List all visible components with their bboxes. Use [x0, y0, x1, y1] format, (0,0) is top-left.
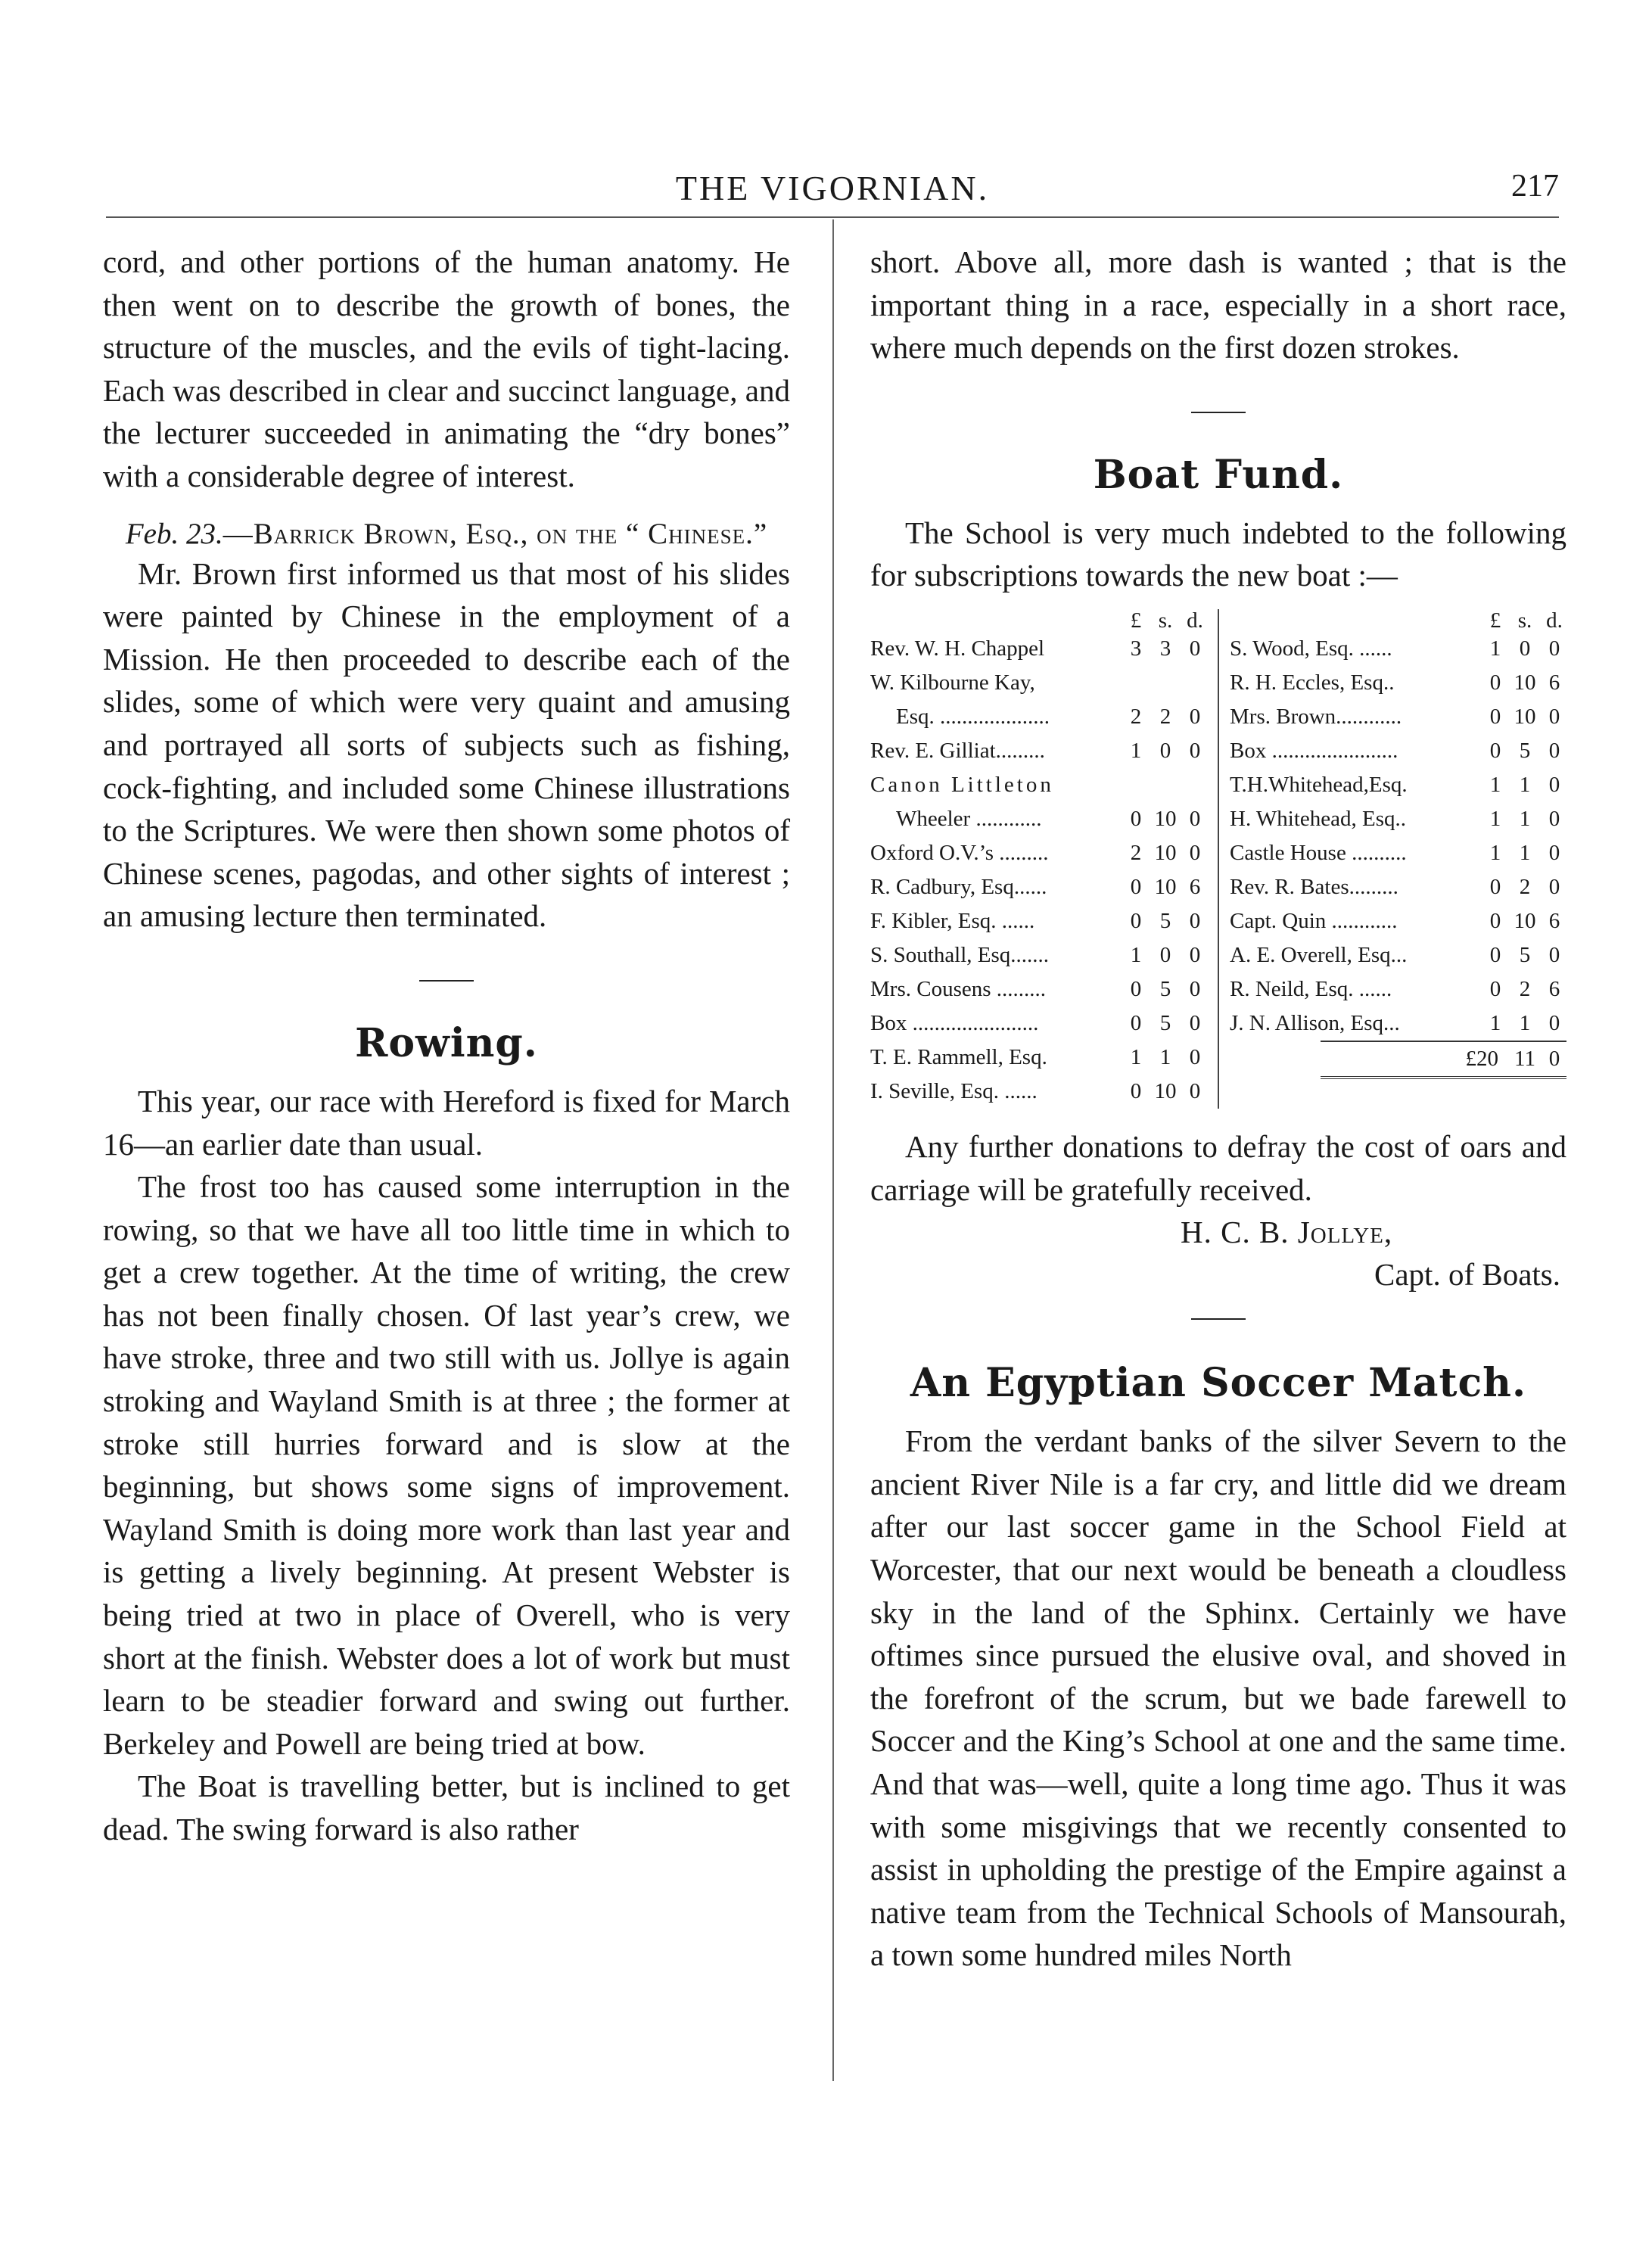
subscription-row: [1230, 632, 1566, 666]
subscription-row: [1230, 1006, 1566, 1041]
subscriber-name: Mrs. Brown............: [1230, 704, 1402, 729]
subscription-row: [870, 700, 1207, 734]
subscription-row: [870, 802, 1207, 836]
subscription-row: [1230, 904, 1566, 938]
total-pounds: £20: [1465, 1046, 1498, 1071]
shillings-value: 3: [1159, 636, 1171, 661]
pence-value: 0: [1548, 1010, 1560, 1035]
subscriber-name: W. Kilbourne Kay,: [870, 670, 1035, 695]
subscription-total: [1321, 1041, 1566, 1079]
shillings-value: 2: [1519, 874, 1531, 899]
pence-value: 0: [1548, 840, 1560, 865]
shillings-header: s.: [1158, 608, 1173, 633]
shillings-value: 2: [1519, 976, 1531, 1001]
shillings-value: 5: [1159, 1010, 1171, 1035]
subscriber-name: Box .......................: [870, 1010, 1039, 1035]
pence-value: 0: [1189, 704, 1201, 729]
pence-value: 0: [1548, 636, 1560, 661]
subscription-row: [1230, 972, 1566, 1006]
subscriber-name: Esq. ....................: [896, 704, 1050, 729]
pence-value: 0: [1189, 1078, 1201, 1103]
pounds-value: 0: [1130, 1010, 1142, 1035]
pence-value: 0: [1548, 704, 1560, 729]
subscriber-name: Rev. R. Bates.........: [1230, 874, 1398, 899]
pence-value: 0: [1548, 874, 1560, 899]
shillings-value: 1: [1519, 840, 1531, 865]
signature-title: Capt. of Boats.: [1374, 1257, 1560, 1293]
pence-value: 0: [1189, 1044, 1201, 1069]
pence-value: 0: [1548, 738, 1560, 763]
pence-value: [1183, 666, 1207, 700]
pounds-header: £: [1489, 608, 1501, 633]
shillings-value: 10: [1154, 874, 1177, 899]
anatomy-lecture-conclusion: cord, and other portions of the human anatomy. He then went on to describe the growth of bones, the structure of the muscles, and the evils of tight-lacing. Each was described in clear and succinct language, and the lecturer succeeded in animating the “dry bones” with a considerable degree of interest.: [103, 244, 790, 493]
pence-value: 0: [1189, 636, 1201, 661]
subscriber-name: A. E. Overell, Esq...: [1230, 942, 1408, 967]
pounds-value: 0: [1130, 1078, 1142, 1103]
subscription-row: [1230, 666, 1566, 700]
subscriber-name: Box .......................: [1230, 738, 1398, 763]
pence-value: 0: [1548, 772, 1560, 797]
subscriber-name: S. Southall, Esq.......: [870, 942, 1050, 967]
shillings-value: 1: [1519, 1010, 1531, 1035]
pounds-value: 0: [1489, 976, 1501, 1001]
pence-value: 0: [1189, 908, 1201, 933]
pounds-value: 1: [1489, 1010, 1501, 1035]
subscriber-name: R. H. Eccles, Esq..: [1230, 670, 1395, 695]
subscription-row: [1230, 802, 1566, 836]
subscriber-name: S. Wood, Esq. ......: [1230, 636, 1392, 661]
pounds-header: £: [1130, 608, 1142, 633]
soccer-heading: An Egyptian Soccer Match.: [910, 1360, 1527, 1407]
subscription-row: [1230, 768, 1566, 802]
pounds-value: 0: [1489, 874, 1501, 899]
pounds-value: 0: [1130, 806, 1142, 831]
subscription-row: [1230, 734, 1566, 768]
shillings-value: 5: [1159, 908, 1171, 933]
rowing-continued: short. Above all, more dash is wanted ; that is the important thing in a race, especially in a short race, where much depends on the first dozen strokes.: [870, 244, 1566, 366]
pounds-value: 1: [1130, 942, 1142, 967]
shillings-value: 10: [1514, 670, 1536, 695]
lecture-caption: [103, 518, 790, 551]
shillings-value: 2: [1159, 704, 1171, 729]
rowing-paragraph-1: This year, our race with Hereford is fixed for March 16—an earlier date than usual.: [103, 1083, 790, 1162]
lecture-date: Feb. 23.: [125, 517, 223, 550]
shillings-value: 10: [1154, 1078, 1177, 1103]
pence-value: 6: [1548, 670, 1560, 695]
subscription-row: [1230, 836, 1566, 870]
shillings-value: [1148, 768, 1183, 802]
shillings-value: 0: [1159, 942, 1171, 967]
pence-value: 0: [1189, 976, 1201, 1001]
subscription-row: [870, 870, 1207, 904]
column-divider: [832, 219, 834, 2081]
boat-fund-heading: Boat Fund.: [1093, 451, 1344, 498]
pounds-value: 0: [1489, 704, 1501, 729]
shillings-value: 10: [1154, 840, 1177, 865]
pence-value: 0: [1548, 806, 1560, 831]
page-number: 217: [1511, 169, 1559, 204]
pence-value: 0: [1189, 806, 1201, 831]
pence-value: 6: [1548, 976, 1560, 1001]
subscription-row: [870, 632, 1207, 666]
subscription-row: [870, 1006, 1207, 1041]
pounds-value: 1: [1489, 636, 1501, 661]
total-shillings: 11: [1514, 1046, 1535, 1071]
pence-value: 0: [1189, 942, 1201, 967]
pounds-value: 0: [1130, 908, 1142, 933]
right-column: [870, 241, 1566, 1977]
subscriber-name: Castle House ..........: [1230, 840, 1407, 865]
pence-header: d.: [1187, 608, 1203, 633]
shillings-value: 5: [1159, 976, 1171, 1001]
shillings-value: 1: [1519, 806, 1531, 831]
pounds-value: 1: [1489, 806, 1501, 831]
rowing-heading: Rowing.: [355, 1019, 538, 1066]
shillings-value: 10: [1514, 704, 1536, 729]
pounds-value: 1: [1489, 772, 1501, 797]
subscriber-name: I. Seville, Esq. ......: [870, 1078, 1038, 1103]
signature-name: H. C. B. Jollye,: [1181, 1215, 1393, 1250]
pounds-value: 0: [1489, 942, 1501, 967]
boat-fund-intro: The School is very much indebted to the following for subscriptions towards the new boat :—: [870, 515, 1566, 593]
subscription-row: [1230, 870, 1566, 904]
shillings-value: 5: [1519, 942, 1531, 967]
subscriber-name: R. Cadbury, Esq......: [870, 874, 1047, 899]
pounds-value: 2: [1130, 704, 1142, 729]
pounds-value: 0: [1489, 670, 1501, 695]
subscription-list-left: [870, 609, 1219, 1109]
pence-value: 0: [1189, 1010, 1201, 1035]
shillings-value: 0: [1159, 738, 1171, 763]
subscription-table: [870, 609, 1566, 1109]
subscriber-name: R. Neild, Esq. ......: [1230, 976, 1392, 1001]
section-separator: [419, 980, 474, 982]
shillings-value: 5: [1519, 738, 1531, 763]
subscription-row: [870, 972, 1207, 1006]
subscriber-name: T.H.Whitehead,Esq.: [1230, 772, 1408, 797]
subscription-row: [870, 1041, 1207, 1075]
section-separator: [1191, 412, 1246, 413]
pounds-value: 0: [1489, 738, 1501, 763]
subscriber-name: Capt. Quin ............: [1230, 908, 1398, 933]
shillings-value: 10: [1154, 806, 1177, 831]
subscription-list-right: [1219, 609, 1566, 1109]
shillings-value: [1148, 666, 1183, 700]
pounds-value: 0: [1130, 976, 1142, 1001]
left-column: [103, 241, 790, 1851]
subscription-row: [870, 904, 1207, 938]
pence-header: d.: [1546, 608, 1563, 633]
pence-value: [1183, 768, 1207, 802]
shillings-value: 10: [1514, 908, 1536, 933]
header-rule: [106, 216, 1559, 218]
subscriber-name: F. Kibler, Esq. ......: [870, 908, 1035, 933]
total-pence: 0: [1548, 1046, 1560, 1071]
shillings-value: 1: [1159, 1044, 1171, 1069]
subscriber-name: J. N. Allison, Esq...: [1230, 1010, 1400, 1035]
chinese-lecture-paragraph: Mr. Brown first informed us that most of his slides were painted by Chinese in the employment of a Mission. He then proceeded to describe each of the slides, some of which were very quaint and amusing and portrayed all sorts of subjects such as fishing, cock-fighting, and included some Chinese illustrations to the Scriptures. We were then shown some photos of Chinese scenes, pagodas, and other sights of interest ; an amusing lecture then terminated.: [103, 555, 790, 934]
shillings-header: s.: [1517, 608, 1532, 633]
pence-value: 0: [1548, 942, 1560, 967]
subscription-row: [870, 938, 1207, 972]
section-separator: [1191, 1318, 1246, 1320]
pounds-value: 0: [1489, 908, 1501, 933]
pence-value: 6: [1548, 908, 1560, 933]
subscriber-name: T. E. Rammell, Esq.: [870, 1044, 1047, 1069]
soccer-paragraph: From the verdant banks of the silver Severn to the ancient River Nile is a far cry, and little did we dream after our last soccer game in the School Field at Worcester, that our next would be beneath a cloudless sky in the land of the Sphinx. Certainly we have oftimes since pursued the elusive oval, and shoved in the forefront of the scrum, but we bade farewell to Soccer and the King’s School at one and the same time. And that was—well, quite a long time ago. Thus it was with some misgivings that we recently consented to assist in upholding the prestige of the Empire against a native team from the Technical Schools of Mansourah, a town some hundred miles North: [870, 1423, 1566, 1973]
subscription-row: [1230, 938, 1566, 972]
pounds-value: 3: [1130, 636, 1142, 661]
subscription-row: [1230, 700, 1566, 734]
subscription-row: [870, 768, 1207, 802]
pounds-value: 1: [1130, 738, 1142, 763]
subscriber-name: H. Whitehead, Esq..: [1230, 806, 1407, 831]
journal-title: THE VIGORNIAN.: [675, 169, 990, 207]
pounds-value: 1: [1130, 1044, 1142, 1069]
donations-note: Any further donations to defray the cost of oars and carriage will be gratefully received.: [870, 1128, 1566, 1207]
subscription-row: [870, 836, 1207, 870]
rowing-paragraph-2: The frost too has caused some interruption in the rowing, so that we have all too little time in which to get a crew together. At the time of writing, the crew has not been finally chosen. Of last year’s crew, we have stroke, three and two still with us. Jollye is again stroking and Wayland Smith is at three ; the former at stroke still hurries forward and is slow at the beginning, but shows some signs of improvement. Wayland Smith is doing more work than last year and is getting a lively beginning. At present Webster is being tried at two in place of Overell, who is very short at the finish. Webster does a lot of work but must learn to be steadier forward and swing out further. Berkeley and Powell are being tried at bow.: [103, 1169, 790, 1761]
rowing-paragraph-3: The Boat is travelling better, but is inclined to get dead. The swing forward is also rather: [103, 1769, 790, 1846]
shillings-value: 1: [1519, 772, 1531, 797]
currency-header: [1230, 609, 1566, 632]
signature: [870, 1211, 1566, 1296]
pounds-value: 0: [1130, 874, 1142, 899]
subscriber-name: Wheeler ............: [896, 806, 1042, 831]
subscriber-name: Mrs. Cousens .........: [870, 976, 1047, 1001]
subscription-row: [870, 734, 1207, 768]
pence-value: 0: [1189, 738, 1201, 763]
subscriber-name: Canon Littleton: [870, 772, 1054, 797]
pounds-value: [1124, 666, 1148, 700]
subscriber-name: Oxford O.V.’s .........: [870, 840, 1049, 865]
subscriber-name: Rev. E. Gilliat.........: [870, 738, 1045, 763]
pence-value: 6: [1189, 874, 1201, 899]
shillings-value: 0: [1519, 636, 1531, 661]
pounds-value: [1124, 768, 1148, 802]
subscription-row: [870, 666, 1207, 700]
pounds-value: 1: [1489, 840, 1501, 865]
subscription-row: [870, 1075, 1207, 1109]
pence-value: 0: [1189, 840, 1201, 865]
subscriber-name: Rev. W. H. Chappel: [870, 636, 1045, 661]
currency-header: [870, 609, 1207, 632]
lecture-title: —Barrick Brown, Esq., on the “ Chinese.”: [222, 517, 768, 550]
pounds-value: 2: [1130, 840, 1142, 865]
page-header: [106, 165, 1559, 210]
